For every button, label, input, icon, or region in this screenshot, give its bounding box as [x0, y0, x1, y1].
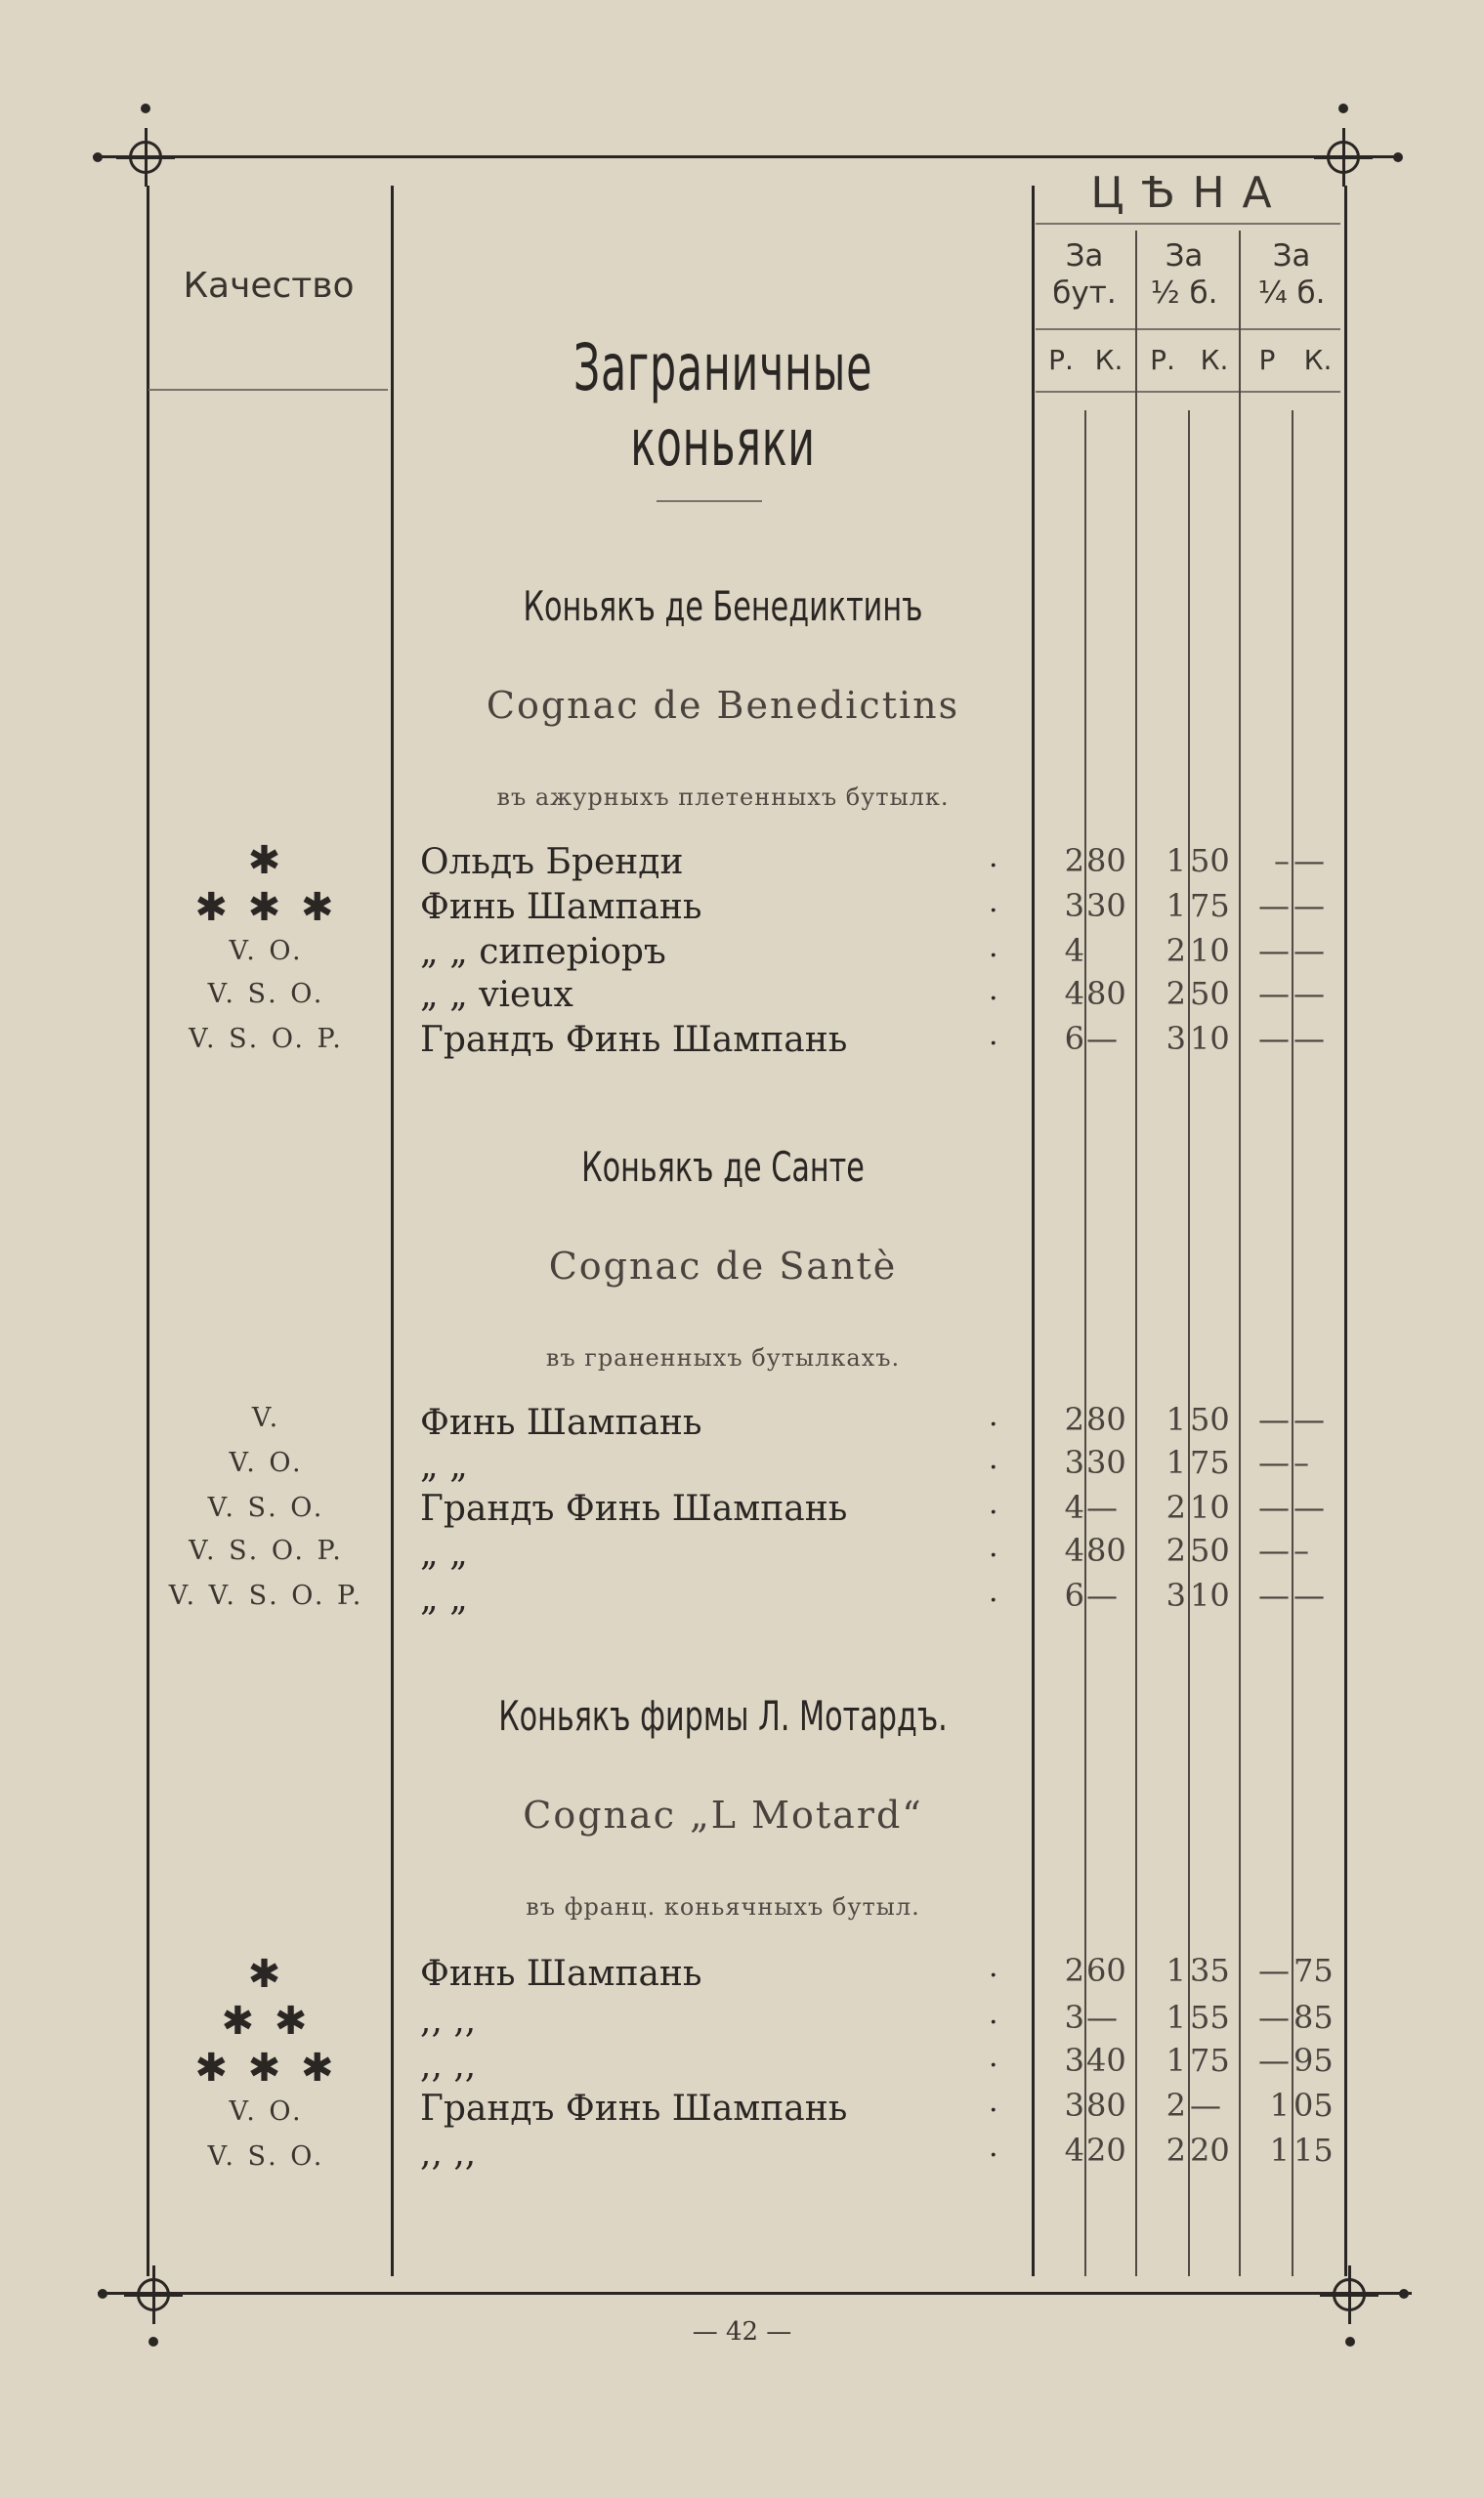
- leader-dot: .: [989, 2130, 998, 2164]
- price-r3: —: [1258, 1952, 1290, 1989]
- unit-k-quarter: К.: [1303, 344, 1333, 376]
- price-r3: —: [1258, 1444, 1290, 1481]
- price-r3: —: [1258, 932, 1290, 969]
- grade-stars: ✱ ✱: [221, 1999, 312, 2044]
- price-r1: 4: [1064, 1489, 1084, 1526]
- price-k3: —: [1293, 887, 1325, 924]
- grade-label: V. O.: [229, 936, 304, 966]
- price-k1: 30: [1086, 1444, 1126, 1481]
- price-r3: 1: [1269, 2087, 1290, 2124]
- price-r2: 3: [1166, 1577, 1186, 1614]
- leader-dot: .: [989, 1442, 998, 1476]
- price-k2: 10: [1190, 1020, 1230, 1057]
- section-title: Коньякъ де Санте: [581, 1143, 865, 1191]
- quality-header-rule: [148, 389, 388, 391]
- corner-ornament-top-left: [129, 141, 162, 174]
- price-k2: 10: [1190, 932, 1230, 969]
- top-border: [93, 155, 1402, 158]
- ornament-dot: [141, 104, 150, 113]
- price-k2: 50: [1190, 842, 1230, 879]
- section-title: Коньякъ де Бенедиктинъ: [523, 582, 923, 630]
- price-unit-rule: [1036, 391, 1340, 393]
- price-r1: 4: [1064, 932, 1084, 969]
- leader-dot: .: [989, 973, 998, 1007]
- product-name: Ольдъ Бренди: [420, 842, 684, 882]
- price-r2: 2: [1166, 975, 1186, 1012]
- price-r2: 2: [1166, 2087, 1186, 2124]
- product-name: Финь Шампань: [420, 1403, 702, 1443]
- unit-k-half: К.: [1200, 344, 1229, 376]
- grade-stars: ✱: [247, 838, 285, 883]
- price-r2: 1: [1166, 1401, 1186, 1438]
- product-name: Грандъ Финь Шампань: [420, 1020, 848, 1060]
- grade-label: V. O.: [229, 2096, 304, 2127]
- price-k2: 50: [1190, 1401, 1230, 1438]
- price-k2: 75: [1190, 2042, 1230, 2079]
- price-k1: —: [1086, 1020, 1118, 1057]
- price-r2: 1: [1166, 2042, 1186, 2079]
- price-k1: 40: [1086, 2042, 1126, 2079]
- grade-stars: ✱ ✱ ✱: [194, 2046, 338, 2091]
- price-divider-bottle-rk: [1084, 410, 1086, 2276]
- price-k3: –: [1293, 1532, 1309, 1569]
- price-k2: 75: [1190, 1444, 1230, 1481]
- ornament-dot: [98, 2289, 107, 2299]
- price-r1: 4: [1064, 975, 1084, 1012]
- price-r3: —: [1258, 975, 1290, 1012]
- price-k1: —: [1086, 1999, 1118, 2036]
- price-k2: 35: [1190, 1952, 1230, 1989]
- price-r2: 2: [1166, 2132, 1186, 2169]
- price-r1: 2: [1064, 842, 1084, 879]
- price-r3: 1: [1269, 2132, 1290, 2169]
- quality-header: Качество: [183, 266, 355, 306]
- grade-label: V. V. S. O. P.: [168, 1581, 364, 1611]
- price-k3: —: [1293, 975, 1325, 1012]
- section-note: въ ажурныхъ плетенныхъ бутылк.: [496, 783, 950, 811]
- grade-label: V. S. O.: [207, 2141, 325, 2172]
- price-r1: 3: [1064, 2042, 1084, 2079]
- quality-column-divider: [391, 186, 394, 2276]
- price-r3: —: [1258, 887, 1290, 924]
- product-name: „ „ vieux: [420, 975, 573, 1015]
- price-r1: 3: [1064, 1999, 1084, 2036]
- price-k2: 20: [1190, 2132, 1230, 2169]
- leader-dot: .: [989, 1950, 998, 1984]
- grade-label: V. O.: [229, 1448, 304, 1478]
- leader-dot: .: [989, 1997, 998, 2031]
- col-quarter-label: ¼ б.: [1257, 275, 1326, 311]
- price-r2: 1: [1166, 842, 1186, 879]
- leader-dot: .: [989, 930, 998, 964]
- price-r3: —: [1258, 1577, 1290, 1614]
- leader-dot: .: [989, 2040, 998, 2074]
- ornament-dot: [1393, 152, 1403, 162]
- leader-dot: .: [989, 840, 998, 874]
- price-r1: 3: [1064, 887, 1084, 924]
- price-r3: —: [1258, 1020, 1290, 1057]
- price-r1: 2: [1064, 1401, 1084, 1438]
- price-k3: —: [1293, 1020, 1325, 1057]
- leader-dot: .: [989, 1399, 998, 1433]
- price-k2: 55: [1190, 1999, 1230, 2036]
- ornament-dot: [93, 152, 103, 162]
- ornament-dot: [1399, 2289, 1409, 2299]
- unit-r-half: Р.: [1150, 344, 1175, 376]
- price-k3: 05: [1293, 2087, 1334, 2124]
- price-k3: 75: [1293, 1952, 1334, 1989]
- price-r2: 1: [1166, 1952, 1186, 1989]
- grade-stars: ✱ ✱ ✱: [194, 885, 338, 930]
- price-r3: —: [1258, 2042, 1290, 2079]
- grade-label: V. S. O.: [207, 979, 325, 1009]
- price-r1: 3: [1064, 1444, 1084, 1481]
- product-name: „ „: [420, 1579, 468, 1619]
- grade-label: V. S. O. P.: [189, 1024, 344, 1054]
- price-k2: 50: [1190, 1532, 1230, 1569]
- price-r2: 3: [1166, 1020, 1186, 1057]
- grade-stars: ✱: [247, 1952, 285, 1997]
- col-bottle-za: За: [1065, 238, 1104, 274]
- leader-dot: .: [989, 1018, 998, 1052]
- grade-label: V. S. O.: [207, 1493, 325, 1523]
- price-r1: 4: [1064, 2132, 1084, 2169]
- corner-ornament-bottom-left: [137, 2278, 170, 2311]
- product-name: „ „: [420, 1446, 468, 1486]
- price-k1: 60: [1086, 1952, 1126, 1989]
- price-r2: 2: [1166, 1489, 1186, 1526]
- product-name: ,, ,,: [420, 2046, 477, 2086]
- section-latin-name: Cognac de Benedictins: [486, 684, 960, 727]
- grade-label: V.: [251, 1403, 281, 1433]
- price-k2: —: [1190, 2087, 1221, 2124]
- product-name: Грандъ Финь Шампань: [420, 2089, 848, 2129]
- price-header-rule: [1036, 223, 1340, 225]
- product-name: ,, ,,: [420, 2134, 477, 2174]
- price-k1: 80: [1086, 1401, 1126, 1438]
- corner-ornament-bottom-right: [1333, 2278, 1366, 2311]
- price-k2: 10: [1190, 1489, 1230, 1526]
- unit-r-bottle: Р.: [1048, 344, 1074, 376]
- col-bottle-label: бут.: [1052, 275, 1117, 311]
- price-k3: —: [1293, 1489, 1325, 1526]
- price-k2: 75: [1190, 887, 1230, 924]
- price-divider-quarter-rk: [1292, 410, 1293, 2276]
- price-r1: 4: [1064, 1532, 1084, 1569]
- price-r3: –: [1274, 842, 1290, 879]
- product-name: Финь Шампань: [420, 887, 702, 927]
- section-note: въ граненныхъ бутылкахъ.: [545, 1344, 901, 1372]
- leader-dot: .: [989, 1487, 998, 1521]
- leader-dot: .: [989, 885, 998, 919]
- price-r1: 2: [1064, 1952, 1084, 1989]
- price-r1: 3: [1064, 2087, 1084, 2124]
- price-k1: 30: [1086, 887, 1126, 924]
- unit-r-quarter: Р: [1258, 344, 1276, 376]
- product-name: Финь Шампань: [420, 1954, 702, 1994]
- grade-label: V. S. O. P.: [189, 1536, 344, 1566]
- page-number: — 42 —: [692, 2317, 792, 2347]
- product-name: Грандъ Финь Шампань: [420, 1489, 848, 1529]
- price-r3: —: [1258, 1999, 1290, 2036]
- section-latin-name: Cognac „L Motard“: [523, 1794, 923, 1837]
- col-quarter-za: За: [1272, 238, 1311, 274]
- price-r1: 6: [1064, 1577, 1084, 1614]
- price-k2: 10: [1190, 1577, 1230, 1614]
- price-k3: 85: [1293, 1999, 1334, 2036]
- unit-k-bottle: К.: [1094, 344, 1124, 376]
- ornament-dot: [1338, 104, 1348, 113]
- page-title: Заграничные коньяки: [572, 330, 873, 481]
- product-name: „ „: [420, 1534, 468, 1574]
- price-r3: —: [1258, 1532, 1290, 1569]
- price-k1: 80: [1086, 2087, 1126, 2124]
- price-divider-half-rk: [1188, 410, 1190, 2276]
- price-k3: —: [1293, 842, 1325, 879]
- price-k1: —: [1086, 1577, 1118, 1614]
- price-r2: 1: [1166, 1999, 1186, 2036]
- price-r3: —: [1258, 1401, 1290, 1438]
- product-name: ,, ,,: [420, 2001, 477, 2041]
- price-r3: —: [1258, 1489, 1290, 1526]
- price-k1: 80: [1086, 842, 1126, 879]
- price-k1: —: [1086, 1489, 1118, 1526]
- price-r2: 1: [1166, 1444, 1186, 1481]
- price-k3: —: [1293, 1577, 1325, 1614]
- section-note: въ франц. коньячныхъ бутыл.: [526, 1893, 920, 1921]
- col-half-za: За: [1165, 238, 1204, 274]
- leader-dot: .: [989, 1575, 998, 1609]
- leader-dot: .: [989, 2085, 998, 2119]
- price-r2: 2: [1166, 932, 1186, 969]
- price-r2: 1: [1166, 887, 1186, 924]
- price-r1: 6: [1064, 1020, 1084, 1057]
- price-k3: –: [1293, 1444, 1309, 1481]
- bottom-border: [98, 2292, 1412, 2295]
- product-name: „ „ сипеpiоръ: [420, 932, 666, 972]
- col-half-label: ½ б.: [1150, 275, 1218, 311]
- price-k3: 95: [1293, 2042, 1334, 2079]
- price-k3: —: [1293, 932, 1325, 969]
- price-k1: 80: [1086, 975, 1126, 1012]
- title-divider: [657, 500, 762, 502]
- leader-dot: .: [989, 1530, 998, 1564]
- price-subheader-rule: [1036, 328, 1340, 330]
- price-k2: 50: [1190, 975, 1230, 1012]
- section-title: Коньякъ фирмы Л. Мотардъ.: [498, 1692, 948, 1740]
- price-k3: —: [1293, 1401, 1325, 1438]
- price-k1: 80: [1086, 1532, 1126, 1569]
- price-header: ЦѢНА: [1090, 168, 1290, 218]
- price-r2: 2: [1166, 1532, 1186, 1569]
- section-latin-name: Cognac de Santè: [548, 1245, 898, 1288]
- price-k3: 15: [1293, 2132, 1334, 2169]
- price-k1: 20: [1086, 2132, 1126, 2169]
